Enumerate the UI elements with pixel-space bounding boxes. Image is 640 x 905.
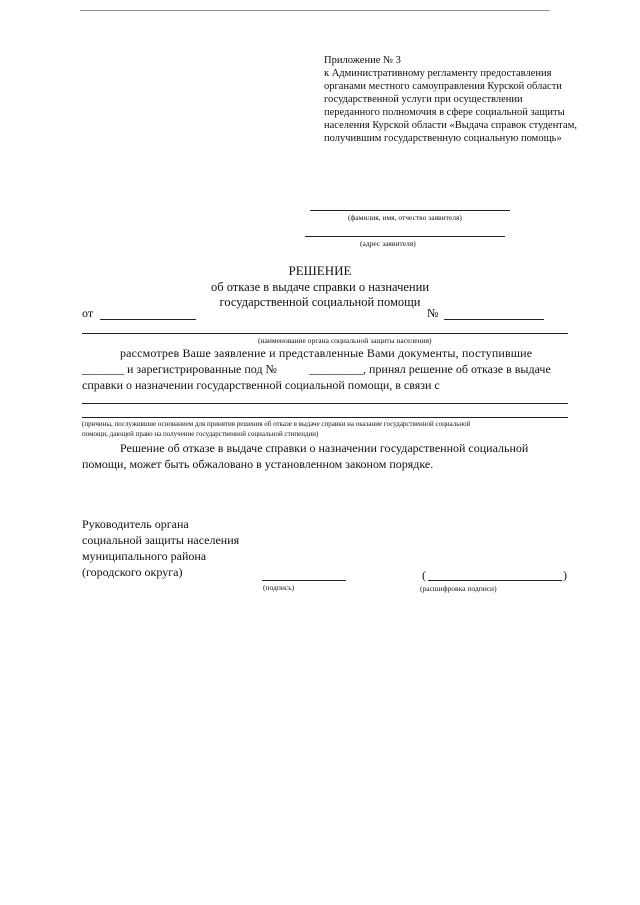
close-paren: ) xyxy=(563,568,567,582)
signature-role-line: муниципального района xyxy=(82,549,207,563)
body-text: _________, принял решение об отказе в выдаче xyxy=(309,362,551,376)
number-label: № xyxy=(427,306,439,320)
signature-caption: (подпись) xyxy=(263,583,295,592)
document-subtitle: об отказе в выдаче справки о назначении xyxy=(210,280,430,294)
number-field-line xyxy=(444,319,544,320)
body-text: _______ и зарегистрированные под № xyxy=(82,362,277,376)
appendix-line: Приложение № 3 xyxy=(324,55,401,66)
applicant-address-line xyxy=(305,236,505,237)
date-field-line xyxy=(100,319,196,320)
body-text: помощи, может быть обжаловано в установленном законом порядке. xyxy=(82,457,434,471)
organization-caption: (наименование органа социальной защиты населения) xyxy=(258,336,432,345)
appendix-line: получившим государственную социальную помощь» xyxy=(324,133,562,144)
body-text: рассмотрев Ваше заявление и представленные Вами документы, поступившие xyxy=(120,346,533,360)
reasons-line xyxy=(82,417,568,418)
appendix-line: государственной услуги при осуществлении xyxy=(324,94,523,105)
appendix-line: населения Курской области «Выдача справок студентам, xyxy=(324,120,577,131)
decode-line xyxy=(428,580,562,581)
open-paren: ( xyxy=(422,568,426,582)
organization-line xyxy=(82,333,568,334)
document-subtitle: государственной социальной помощи xyxy=(219,295,421,309)
reasons-caption: помощи, дающей право на получение государственной социальной стипендии) xyxy=(82,430,319,438)
signature-line xyxy=(262,580,346,581)
applicant-address-caption: (адрес заявителя) xyxy=(360,239,416,248)
decode-caption: (расшифровка подписи) xyxy=(420,584,497,593)
signature-role-line: Руководитель органа xyxy=(82,517,189,531)
body-text: справки о назначении государственной социальной помощи, в связи с xyxy=(82,378,440,392)
reasons-caption: (причины, послужившие основанием для принятия решения об отказе в выдаче справки на оказание государственной социальной xyxy=(82,420,471,428)
appendix-line: к Административному регламенту предоставления xyxy=(324,68,552,79)
body-text: Решение об отказе в выдаче справки о назначении государственной социальной xyxy=(120,441,529,455)
from-label: от xyxy=(82,306,94,320)
applicant-name-line xyxy=(310,210,510,211)
reasons-line xyxy=(82,403,568,404)
signature-role-line: (городского округа) xyxy=(82,565,183,579)
appendix-line: органами местного самоуправления Курской области xyxy=(324,81,562,92)
document-title: РЕШЕНИЕ xyxy=(288,263,352,278)
top-rule xyxy=(80,10,550,11)
appendix-line: переданного полномочия в сфере социальной защиты xyxy=(324,107,565,118)
applicant-name-caption: (фамилия, имя, отчество заявителя) xyxy=(348,213,462,222)
signature-role-line: социальной защиты населения xyxy=(82,533,240,547)
